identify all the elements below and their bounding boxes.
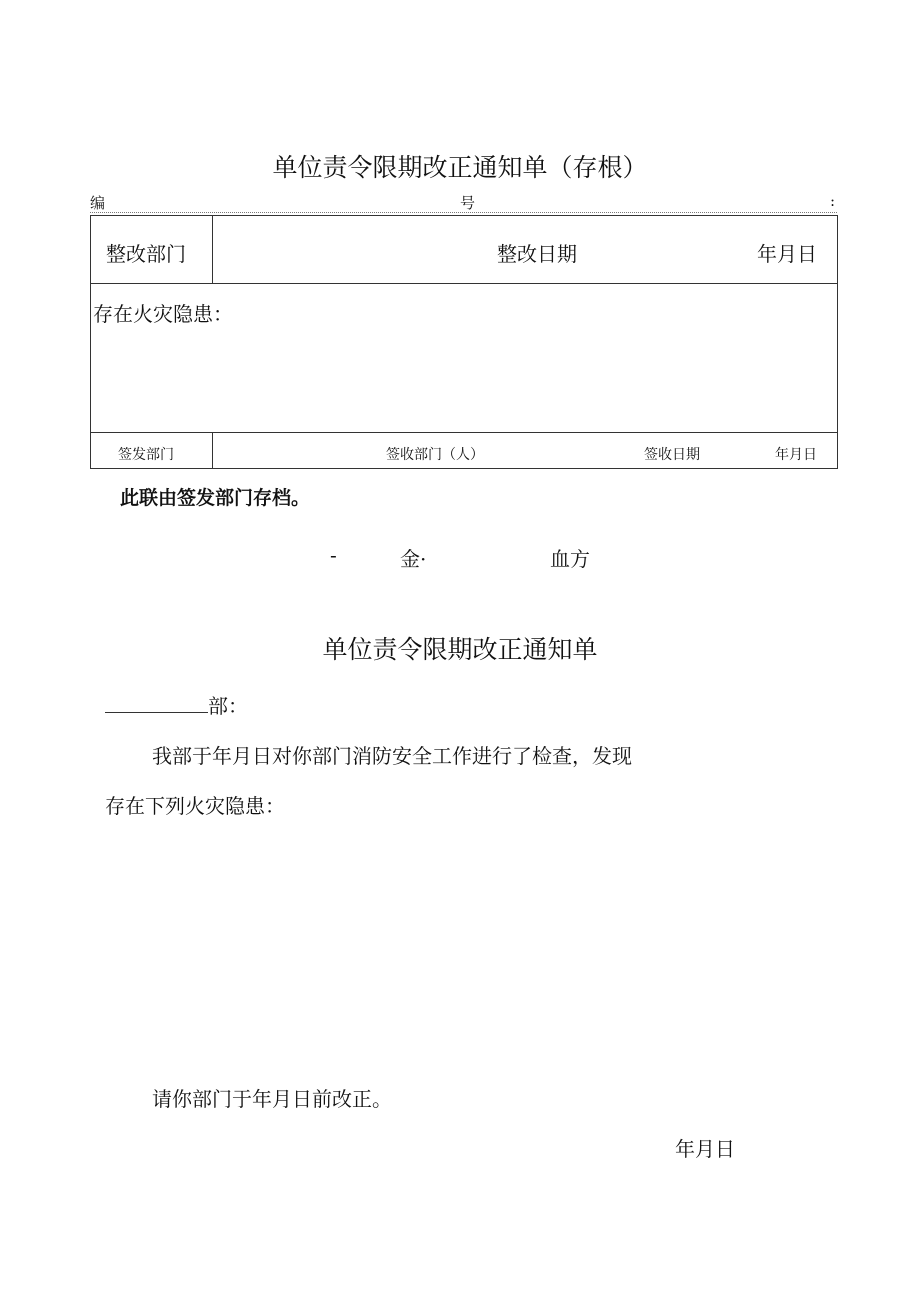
hazards-field[interactable] <box>91 326 837 430</box>
row-divider <box>91 432 837 433</box>
cut-line-fragment: 血方 <box>550 547 590 571</box>
archive-note: 此联由签发部门存档。 <box>120 487 311 509</box>
hazards-label: 存在火灾隐患： <box>93 302 233 326</box>
notice-date: 年月日 <box>675 1137 735 1161</box>
receive-date-label: 签收日期 <box>644 447 700 463</box>
column-divider <box>212 216 213 283</box>
notice-hazards-field[interactable] <box>105 830 805 1070</box>
rectify-date-value: 年月日 <box>757 242 817 266</box>
stub-table <box>90 215 838 469</box>
stub-title: 单位责令限期改正通知单（存根） <box>272 153 648 182</box>
notice-body-line2: 存在下列火灾隐患： <box>105 794 285 818</box>
receive-date-value: 年月日 <box>775 447 817 463</box>
addressee-blank[interactable] <box>105 694 208 713</box>
number-label-mid: 号 <box>460 194 476 212</box>
issuer-label: 签发部门 <box>118 447 174 463</box>
addressee-suffix: 部： <box>208 694 248 718</box>
row-divider <box>91 283 837 284</box>
rectify-dept-label: 整改部门 <box>106 242 186 266</box>
cut-line-fragment: - <box>330 543 337 567</box>
notice-deadline: 请你部门于年月日前改正。 <box>152 1087 392 1111</box>
receiver-label: 签收部门（人） <box>386 447 484 463</box>
number-dotted-line <box>90 212 837 213</box>
addressee-line <box>105 690 248 719</box>
notice-body-line1: 我部于年月日对你部门消防安全工作进行了检查，发现 <box>152 744 632 768</box>
notice-title: 单位责令限期改正通知单 <box>322 635 598 664</box>
number-label-right: : <box>830 192 836 210</box>
rectify-date-label: 整改日期 <box>497 242 577 266</box>
column-divider <box>212 432 213 469</box>
cut-line-fragment: 金· <box>400 547 427 571</box>
number-label-left: 编 <box>90 194 106 212</box>
